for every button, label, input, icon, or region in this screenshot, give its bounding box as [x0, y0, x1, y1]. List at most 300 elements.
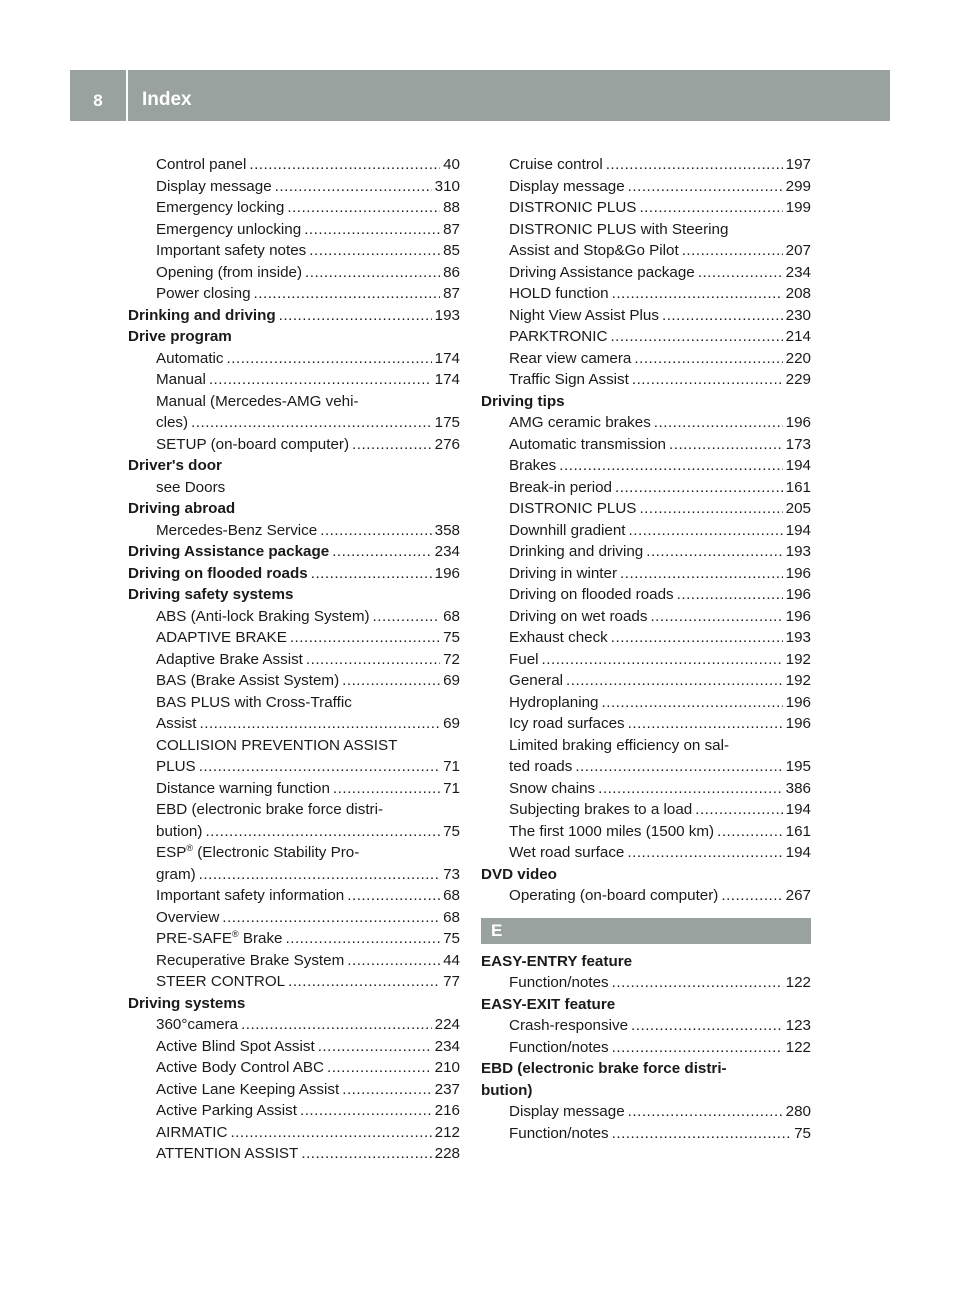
- dot-leader: [275, 176, 432, 198]
- dot-leader: [566, 670, 783, 692]
- entry-label: Crash-responsive: [509, 1017, 629, 1034]
- index-heading: bution): [481, 1081, 533, 1099]
- index-subentry[interactable]: [481, 262, 811, 284]
- index-subentry[interactable]: [128, 928, 460, 950]
- dot-leader: [602, 692, 783, 714]
- entry-label: Mercedes-Benz Service: [156, 521, 318, 539]
- dot-leader: [288, 971, 440, 993]
- entry-label: Emergency unlocking: [156, 220, 302, 238]
- section-title: Index: [142, 89, 192, 110]
- index-entry[interactable]: [128, 563, 460, 585]
- page-reference[interactable]: 175: [434, 414, 460, 431]
- entry-label-rest: (Electronic Stability Pro-: [193, 844, 360, 861]
- page-reference[interactable]: 267: [785, 887, 811, 904]
- dot-leader: [205, 821, 440, 843]
- page-reference[interactable]: 85: [443, 242, 460, 259]
- index-subentry[interactable]: [128, 950, 460, 972]
- index-subentry[interactable]: [481, 799, 811, 821]
- index-subentry[interactable]: [481, 670, 811, 692]
- entry-label: Function/notes: [509, 974, 609, 991]
- entry-label: Assist: [156, 715, 197, 732]
- index-subentry[interactable]: [128, 262, 460, 284]
- index-entry[interactable]: [128, 541, 460, 563]
- index-subentry[interactable]: [128, 412, 460, 434]
- entry-label: AMG ceramic brakes: [509, 414, 651, 431]
- entry-label: Driving on flooded roads: [509, 586, 674, 603]
- entry-label: Adaptive Brake Assist: [156, 650, 303, 668]
- dot-leader: [347, 950, 440, 972]
- index-subentry-text: EBD (electronic brake force distri-: [156, 801, 384, 818]
- index-subentry[interactable]: [481, 584, 811, 606]
- entry-label: HOLD function: [509, 285, 609, 302]
- entry-label-main: PRE-SAFE: [156, 930, 232, 947]
- index-subentry[interactable]: [481, 778, 811, 800]
- index-letter-bar: E: [481, 918, 811, 944]
- page-reference[interactable]: 87: [443, 285, 460, 302]
- page-reference[interactable]: 194: [785, 521, 811, 539]
- entry-label: Automatic transmission: [509, 435, 666, 453]
- dot-leader: [682, 240, 783, 262]
- index-subentry[interactable]: [481, 455, 811, 477]
- index-subentry[interactable]: [481, 1015, 811, 1037]
- entry-label: Active Lane Keeping Assist: [156, 1080, 340, 1098]
- index-subentry[interactable]: [128, 1036, 460, 1058]
- registered-mark: ®: [231, 928, 239, 939]
- page-reference[interactable]: 196: [434, 564, 460, 582]
- dot-leader: [342, 670, 440, 692]
- entry-label: PARKTRONIC: [509, 328, 608, 345]
- entry-label: BAS (Brake Assist System): [156, 672, 340, 689]
- index-subentry[interactable]: [128, 756, 460, 778]
- page-reference[interactable]: 87: [443, 220, 460, 238]
- index-subentry[interactable]: [481, 283, 811, 305]
- index-subentry[interactable]: [128, 197, 460, 219]
- index-subentry[interactable]: [481, 154, 811, 176]
- entry-label: SETUP (on-board computer): [156, 435, 350, 453]
- index-subentry[interactable]: [128, 176, 460, 198]
- dot-leader: [304, 219, 440, 241]
- entry-label: Active Parking Assist: [156, 1102, 297, 1119]
- index-subentry[interactable]: [128, 434, 460, 456]
- dot-leader: [628, 1101, 783, 1123]
- index-subentry[interactable]: [481, 649, 811, 671]
- registered-mark: ®: [186, 842, 194, 853]
- entry-label: Opening (from inside): [156, 263, 303, 281]
- page-reference[interactable]: 196: [785, 715, 811, 732]
- page-reference[interactable]: 196: [785, 564, 811, 582]
- index-subentry[interactable]: [128, 1014, 460, 1036]
- page-reference[interactable]: 220: [785, 349, 811, 367]
- dot-leader: [199, 864, 440, 886]
- entry-label: Icy road surfaces: [509, 715, 625, 732]
- index-subentry-text: DISTRONIC PLUS with Steering: [509, 220, 729, 238]
- dot-leader: [320, 520, 431, 542]
- page-reference[interactable]: 193: [434, 306, 460, 324]
- page-reference[interactable]: 68: [443, 908, 460, 926]
- dot-leader: [717, 821, 783, 843]
- entry-label: Operating (on-board computer): [509, 887, 719, 904]
- dot-leader: [677, 584, 783, 606]
- entry-label: STEER CONTROL: [156, 973, 286, 990]
- dot-leader: [309, 240, 440, 262]
- index-heading: Driver's door: [128, 457, 222, 474]
- index-column-right: [481, 154, 811, 1144]
- index-subentry[interactable]: [481, 563, 811, 585]
- entry-label: Subjecting brakes to a load: [509, 801, 693, 818]
- page-reference[interactable]: 194: [785, 844, 811, 861]
- dot-leader: [300, 1100, 432, 1122]
- dot-leader: [222, 907, 440, 929]
- index-subentry[interactable]: [481, 756, 811, 778]
- dot-leader: [241, 1014, 432, 1036]
- page-reference[interactable]: 68: [443, 887, 460, 904]
- page-reference[interactable]: 234: [434, 543, 460, 560]
- index-subentry[interactable]: [128, 240, 460, 262]
- entry-label: Recuperative Brake System: [156, 951, 345, 969]
- dot-leader: [631, 1015, 783, 1037]
- page-reference[interactable]: 358: [434, 521, 460, 539]
- page-number: 8: [93, 91, 103, 110]
- index-subentry[interactable]: [481, 412, 811, 434]
- index-subentry[interactable]: [128, 154, 460, 176]
- index-subentry[interactable]: [481, 972, 811, 994]
- dot-leader: [542, 649, 783, 671]
- page-reference[interactable]: 122: [785, 974, 811, 991]
- page-reference[interactable]: 75: [443, 822, 460, 840]
- page-reference[interactable]: 299: [785, 177, 811, 195]
- page-reference[interactable]: 228: [434, 1145, 460, 1162]
- index-subentry[interactable]: [481, 520, 811, 542]
- index-subentry[interactable]: [481, 1123, 811, 1145]
- dot-leader: [332, 541, 431, 563]
- index-subentry[interactable]: [481, 821, 811, 843]
- index-subentry[interactable]: [128, 606, 460, 628]
- dot-leader: [191, 412, 432, 434]
- entry-label: Driving Assistance package: [509, 263, 695, 281]
- entry-label: Driving on wet roads: [509, 607, 648, 625]
- dot-leader: [373, 606, 441, 628]
- dot-leader: [628, 176, 783, 198]
- page-reference[interactable]: 207: [785, 242, 811, 259]
- entry-label: ADAPTIVE BRAKE: [156, 629, 287, 646]
- page-reference[interactable]: 229: [785, 371, 811, 388]
- index-subentry-text: COLLISION PREVENTION ASSIST: [156, 736, 398, 754]
- dot-leader: [662, 305, 783, 327]
- entry-label: The first 1000 miles (1500 km): [509, 822, 715, 840]
- dot-leader: [209, 369, 432, 391]
- entry-label: Fuel: [509, 650, 539, 668]
- entry-label-rest: Brake: [238, 930, 283, 947]
- index-heading: DVD video: [481, 865, 557, 883]
- page-reference[interactable]: 75: [794, 1124, 811, 1142]
- index-subentry[interactable]: [481, 240, 811, 262]
- dot-leader: [286, 928, 441, 950]
- dot-leader: [669, 434, 783, 456]
- entry-label: Wet road surface: [509, 844, 625, 861]
- index-subentry[interactable]: [128, 713, 460, 735]
- entry-label: DISTRONIC PLUS: [509, 500, 637, 517]
- dot-leader: [698, 262, 783, 284]
- entry-label: General: [509, 672, 564, 689]
- entry-label: Active Body Control ABC: [156, 1059, 324, 1076]
- page-reference[interactable]: 173: [785, 435, 811, 453]
- page-reference[interactable]: 44: [443, 951, 460, 969]
- entry-label: Traffic Sign Assist: [509, 371, 629, 388]
- index-subentry[interactable]: [481, 305, 811, 327]
- index-subentry[interactable]: [481, 606, 811, 628]
- dot-leader: [639, 498, 782, 520]
- index-heading: EASY-ENTRY feature: [481, 952, 633, 970]
- index-subentry[interactable]: [128, 649, 460, 671]
- index-subentry[interactable]: [481, 713, 811, 735]
- index-heading: Driving systems: [128, 994, 246, 1012]
- dot-leader: [634, 348, 782, 370]
- index-subentry[interactable]: [481, 348, 811, 370]
- page-reference[interactable]: 194: [785, 801, 811, 818]
- dot-leader: [611, 627, 783, 649]
- page-reference[interactable]: 40: [443, 156, 460, 173]
- entry-label: Important safety information: [156, 887, 345, 904]
- entry-label: Power closing: [156, 285, 251, 302]
- dot-leader: [290, 627, 440, 649]
- dot-leader: [301, 1143, 431, 1165]
- entry-label: bution): [156, 822, 203, 840]
- page-reference[interactable]: 174: [434, 371, 460, 388]
- index-subentry[interactable]: [128, 778, 460, 800]
- entry-label: Driving Assistance package: [128, 543, 330, 560]
- index-heading: EBD (electronic brake force distri-: [481, 1060, 727, 1077]
- entry-label: 360°camera: [156, 1016, 239, 1033]
- page-reference[interactable]: 195: [785, 758, 811, 775]
- dot-leader: [249, 154, 440, 176]
- page-reference[interactable]: 161: [785, 822, 811, 840]
- index-heading: Driving tips: [481, 392, 565, 410]
- dot-leader: [227, 348, 432, 370]
- dot-leader: [629, 520, 783, 542]
- index-subentry[interactable]: [128, 1079, 460, 1101]
- entry-label: Manual: [156, 371, 206, 388]
- entry-label: Cruise control: [509, 156, 603, 173]
- page-reference[interactable]: 196: [785, 414, 811, 431]
- entry-label: Hydroplaning: [509, 693, 599, 711]
- dot-leader: [254, 283, 441, 305]
- entry-label: DISTRONIC PLUS: [509, 199, 637, 216]
- page-reference[interactable]: 197: [785, 156, 811, 173]
- dot-leader: [615, 477, 783, 499]
- page-reference[interactable]: 69: [443, 672, 460, 689]
- entry-label: Emergency locking: [156, 199, 285, 216]
- dot-leader: [200, 713, 441, 735]
- dot-leader: [695, 799, 782, 821]
- entry-label: [156, 928, 283, 950]
- page-reference[interactable]: 276: [434, 435, 460, 453]
- entry-label: Important safety notes: [156, 242, 307, 259]
- dot-leader: [612, 972, 783, 994]
- page-reference[interactable]: 192: [785, 672, 811, 689]
- page-reference[interactable]: 122: [785, 1038, 811, 1056]
- page-reference[interactable]: 193: [785, 629, 811, 646]
- entry-label: Display message: [509, 1103, 625, 1120]
- entry-label: ATTENTION ASSIST: [156, 1145, 299, 1162]
- page-reference[interactable]: 194: [785, 457, 811, 474]
- page-reference[interactable]: 230: [785, 306, 811, 324]
- dot-leader: [559, 455, 782, 477]
- entry-label: Night View Assist Plus: [509, 306, 659, 324]
- entry-label: Distance warning function: [156, 779, 330, 797]
- page-reference[interactable]: 196: [785, 693, 811, 711]
- dot-leader: [612, 1123, 791, 1145]
- index-subentry[interactable]: [128, 369, 460, 391]
- index-subentry[interactable]: [128, 885, 460, 907]
- dot-leader: [620, 563, 783, 585]
- page-reference[interactable]: 212: [434, 1123, 460, 1141]
- entry-label: Brakes: [509, 457, 557, 474]
- index-subentry[interactable]: [128, 1143, 460, 1165]
- index-subentry[interactable]: [128, 670, 460, 692]
- dot-leader: [632, 369, 783, 391]
- index-subentry[interactable]: [128, 821, 460, 843]
- page-reference[interactable]: 86: [443, 263, 460, 281]
- page-reference[interactable]: 75: [443, 629, 460, 646]
- page-reference[interactable]: 216: [434, 1102, 460, 1119]
- index-subentry[interactable]: [128, 864, 460, 886]
- entry-label: Active Blind Spot Assist: [156, 1037, 315, 1055]
- dot-leader: [287, 197, 440, 219]
- page-reference[interactable]: 72: [443, 650, 460, 668]
- page-reference[interactable]: 71: [443, 758, 460, 775]
- index-subentry[interactable]: [128, 907, 460, 929]
- index-heading: Driving abroad: [128, 500, 236, 517]
- entry-label: gram): [156, 865, 196, 883]
- entry-label: ted roads: [509, 758, 573, 775]
- index-subentry[interactable]: [128, 348, 460, 370]
- dot-leader: [306, 649, 440, 671]
- index-heading: Driving safety systems: [128, 586, 294, 603]
- page-reference[interactable]: 237: [434, 1080, 460, 1098]
- entry-label: Drinking and driving: [128, 306, 276, 324]
- entry-label: Display message: [509, 177, 625, 195]
- index-subentry[interactable]: [481, 541, 811, 563]
- page-reference[interactable]: 214: [785, 328, 811, 345]
- dot-leader: [347, 885, 440, 907]
- entry-label: ESP: [156, 844, 187, 861]
- page-reference[interactable]: 199: [785, 199, 811, 216]
- index-column-left: [128, 154, 460, 1165]
- page-reference[interactable]: 75: [443, 930, 460, 947]
- page-reference[interactable]: 161: [785, 478, 811, 496]
- page-reference[interactable]: 71: [443, 779, 460, 797]
- index-subentry[interactable]: [481, 369, 811, 391]
- dot-leader: [199, 756, 440, 778]
- dot-leader: [342, 1079, 431, 1101]
- index-subentry[interactable]: [481, 498, 811, 520]
- index-subentry[interactable]: [128, 1057, 460, 1079]
- page-reference[interactable]: 210: [434, 1059, 460, 1076]
- dot-leader: [318, 1036, 432, 1058]
- index-subentry[interactable]: [481, 176, 811, 198]
- index-heading: Drive program: [128, 328, 232, 345]
- entry-label: Automatic: [156, 349, 224, 367]
- page-reference[interactable]: 224: [434, 1016, 460, 1033]
- dot-leader: [606, 154, 783, 176]
- page-reference[interactable]: 208: [785, 285, 811, 302]
- index-subentry[interactable]: [481, 842, 811, 864]
- page-reference[interactable]: 196: [785, 586, 811, 603]
- page-reference[interactable]: 386: [785, 779, 811, 797]
- entry-label: Rear view camera: [509, 349, 632, 367]
- index-subentry[interactable]: [481, 1037, 811, 1059]
- page-reference[interactable]: 193: [785, 543, 811, 560]
- dot-leader: [612, 1037, 783, 1059]
- page-reference[interactable]: 205: [785, 500, 811, 517]
- dot-leader: [646, 541, 782, 563]
- page-reference[interactable]: 174: [434, 349, 460, 367]
- page-reference[interactable]: 234: [434, 1037, 460, 1055]
- index-subentry[interactable]: [128, 219, 460, 241]
- entry-label: Break-in period: [509, 478, 612, 496]
- index-subentry[interactable]: [481, 627, 811, 649]
- entry-label: Driving in winter: [509, 564, 618, 582]
- index-subentry[interactable]: [481, 477, 811, 499]
- index-subentry[interactable]: [128, 1100, 460, 1122]
- entry-label: Drinking and driving: [509, 543, 644, 560]
- page-reference[interactable]: 123: [785, 1017, 811, 1034]
- page-reference[interactable]: 88: [443, 199, 460, 216]
- index-subentry[interactable]: [128, 520, 460, 542]
- header-bar: [70, 70, 890, 121]
- index-subentry[interactable]: [481, 434, 811, 456]
- page-reference[interactable]: 310: [434, 177, 460, 195]
- dot-leader: [627, 842, 782, 864]
- index-subentry[interactable]: [481, 885, 811, 907]
- index-subentry[interactable]: [481, 1101, 811, 1123]
- index-subentry[interactable]: [481, 692, 811, 714]
- index-subentry-text: see Doors: [156, 478, 226, 496]
- entry-label: Assist and Stop&Go Pilot: [509, 242, 679, 259]
- index-subentry[interactable]: [128, 1122, 460, 1144]
- index-subentry[interactable]: [481, 326, 811, 348]
- index-subentry-text: Limited braking efficiency on sal-: [509, 736, 730, 754]
- dot-leader: [612, 283, 783, 305]
- dot-leader: [230, 1122, 431, 1144]
- dot-leader: [327, 1057, 432, 1079]
- dot-leader: [598, 778, 783, 800]
- header-divider: [126, 70, 128, 121]
- index-subentry[interactable]: [128, 283, 460, 305]
- page-reference[interactable]: 280: [785, 1103, 811, 1120]
- entry-label: Overview: [156, 908, 220, 926]
- index-subentry[interactable]: [481, 197, 811, 219]
- index-subentry-text: [128, 842, 460, 864]
- index-entry[interactable]: [128, 305, 460, 327]
- entry-label: Driving on flooded roads: [128, 564, 308, 582]
- index-subentry[interactable]: [128, 971, 460, 993]
- dot-leader: [650, 606, 782, 628]
- dot-leader: [628, 713, 783, 735]
- page-reference[interactable]: 73: [443, 865, 460, 883]
- dot-leader: [610, 326, 782, 348]
- page-reference[interactable]: 196: [785, 607, 811, 625]
- page-reference[interactable]: 77: [443, 973, 460, 990]
- index-subentry[interactable]: [128, 627, 460, 649]
- index-heading: EASY-EXIT feature: [481, 995, 616, 1013]
- page-reference[interactable]: 69: [443, 715, 460, 732]
- dot-leader: [654, 412, 783, 434]
- page-reference[interactable]: 68: [443, 607, 460, 625]
- page-reference[interactable]: 234: [785, 263, 811, 281]
- page-reference[interactable]: 192: [785, 650, 811, 668]
- entry-label: Snow chains: [509, 779, 596, 797]
